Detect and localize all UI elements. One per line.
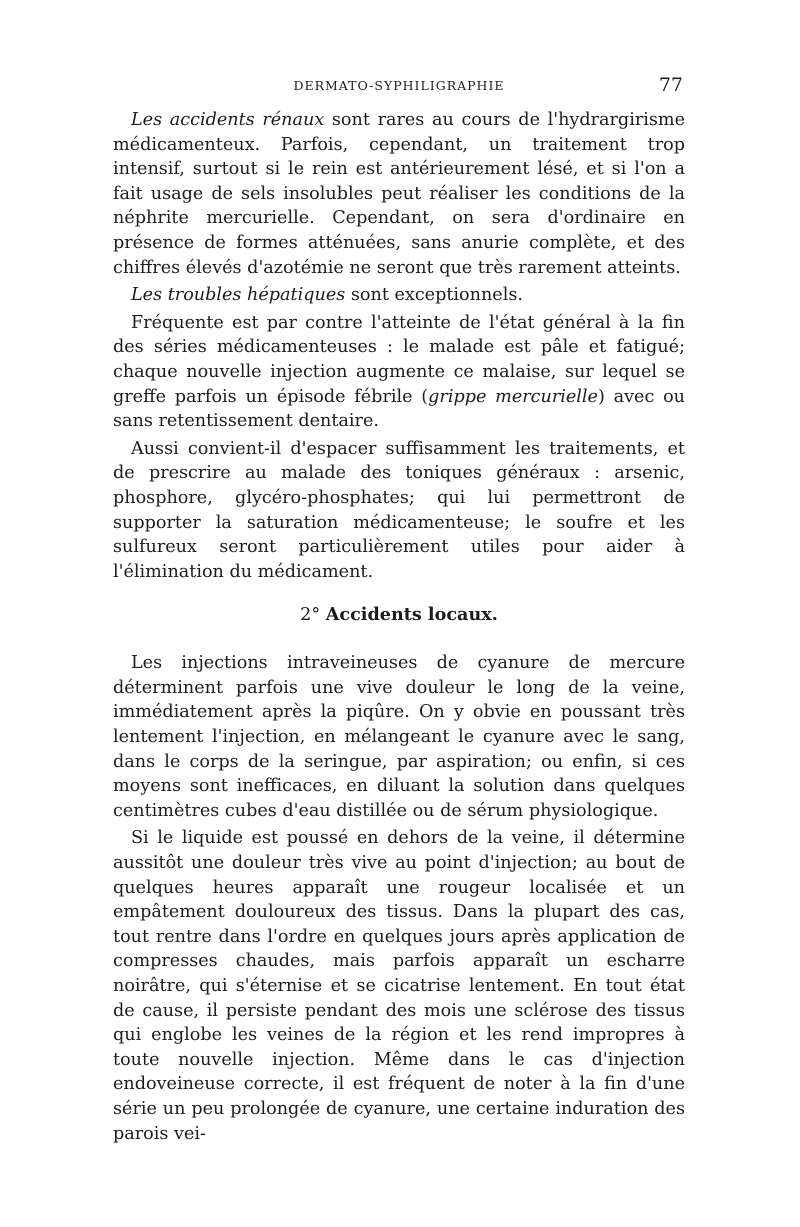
paragraph-hepatic: Les troubles hépatiques sont exceptionnels. [131, 285, 523, 306]
page-number: 77 [658, 74, 683, 96]
section-heading [113, 604, 685, 625]
section-title: Accidents locaux. [325, 604, 498, 626]
running-title: DERMATO-SYPHILIGRAPHIE [293, 78, 505, 93]
paragraph-general-state: Fréquente est par contre l'atteinte de l'état général à la fin des séries médicamenteuses : le malade est pâle et fatigué; chaque nouvelle injection augmente ce malaise, sur lequel se greffe parfois un épisode fébrile (grippe mercurielle) avec ou sans retentissement dentaire. [113, 312, 685, 432]
paragraph-lead: Les accidents rénaux [131, 110, 325, 130]
running-header [113, 72, 685, 108]
paragraph-treatment-spacing: Aussi convient-il d'espacer suffisamment les traitements, et de prescrire au malade des toniques généraux : arsenic, phosphore, glycéro-phosphates; qui lui permettront de supporter la saturation médicamenteuse; le soufre et les sulfureux seront particulièrement utiles pour aider à l'élimination du médicament. [113, 438, 685, 582]
italic-term: grippe mercurielle [428, 386, 598, 407]
paragraph-lead: Les troubles hépatiques [131, 285, 346, 306]
paragraph-renal: Les accidents rénaux sont rares au cours de l'hydrargirisme médicamenteux. Parfois, cependant, un traitement trop intensif, surtout si le rein est antérieurement lésé, et si l'on a fait usage de sels insolubles peut réaliser les conditions de la néphrite mercurielle. Cependant, on sera d'ordinaire en présence de formes atténuées, sans anurie complète, et des chiffres élevés d'azotémie ne seront que très rarement atteints. [113, 110, 685, 278]
book-page [113, 72, 685, 1146]
paragraph-intravenous: Les injections intraveineuses de cyanure de mercure déterminent parfois une vive douleur le long de la veine, immédiatement après la piqûre. On y obvie en poussant très lentement l'injection, en mélangeant le cyanure avec le sang, dans le corps de la seringue, par aspiration; ou enfin, si ces moyens sont inefficaces, en diluant la solution dans quelques centimètres cubes d'eau distillée ou de sérum physiologique. [113, 653, 685, 821]
paragraph-extravasation: Si le liquide est poussé en dehors de la veine, il détermine aussitôt une douleur très vive au point d'injection; au bout de quelques heures apparaît une rougeur localisée et un empâtement douloureux des tissus. Dans la plupart des cas, tout rentre dans l'ordre en quelques jours après application de compresses chaudes, mais parfois apparaît un escharre noirâtre, qui s'éternise et se cicatrise lentement. En tout état de cause, il persiste pendant des mois une sclérose des tissus qui englobe les veines de la région et les rend impropres à toute nouvelle injection. Même dans le cas d'injection endoveineuse correcte, il est fréquent de noter à la fin d'une série un peu prolongée de cyanure, une certaine induration des parois vei- [113, 828, 685, 1144]
section-number: 2° [300, 605, 321, 626]
